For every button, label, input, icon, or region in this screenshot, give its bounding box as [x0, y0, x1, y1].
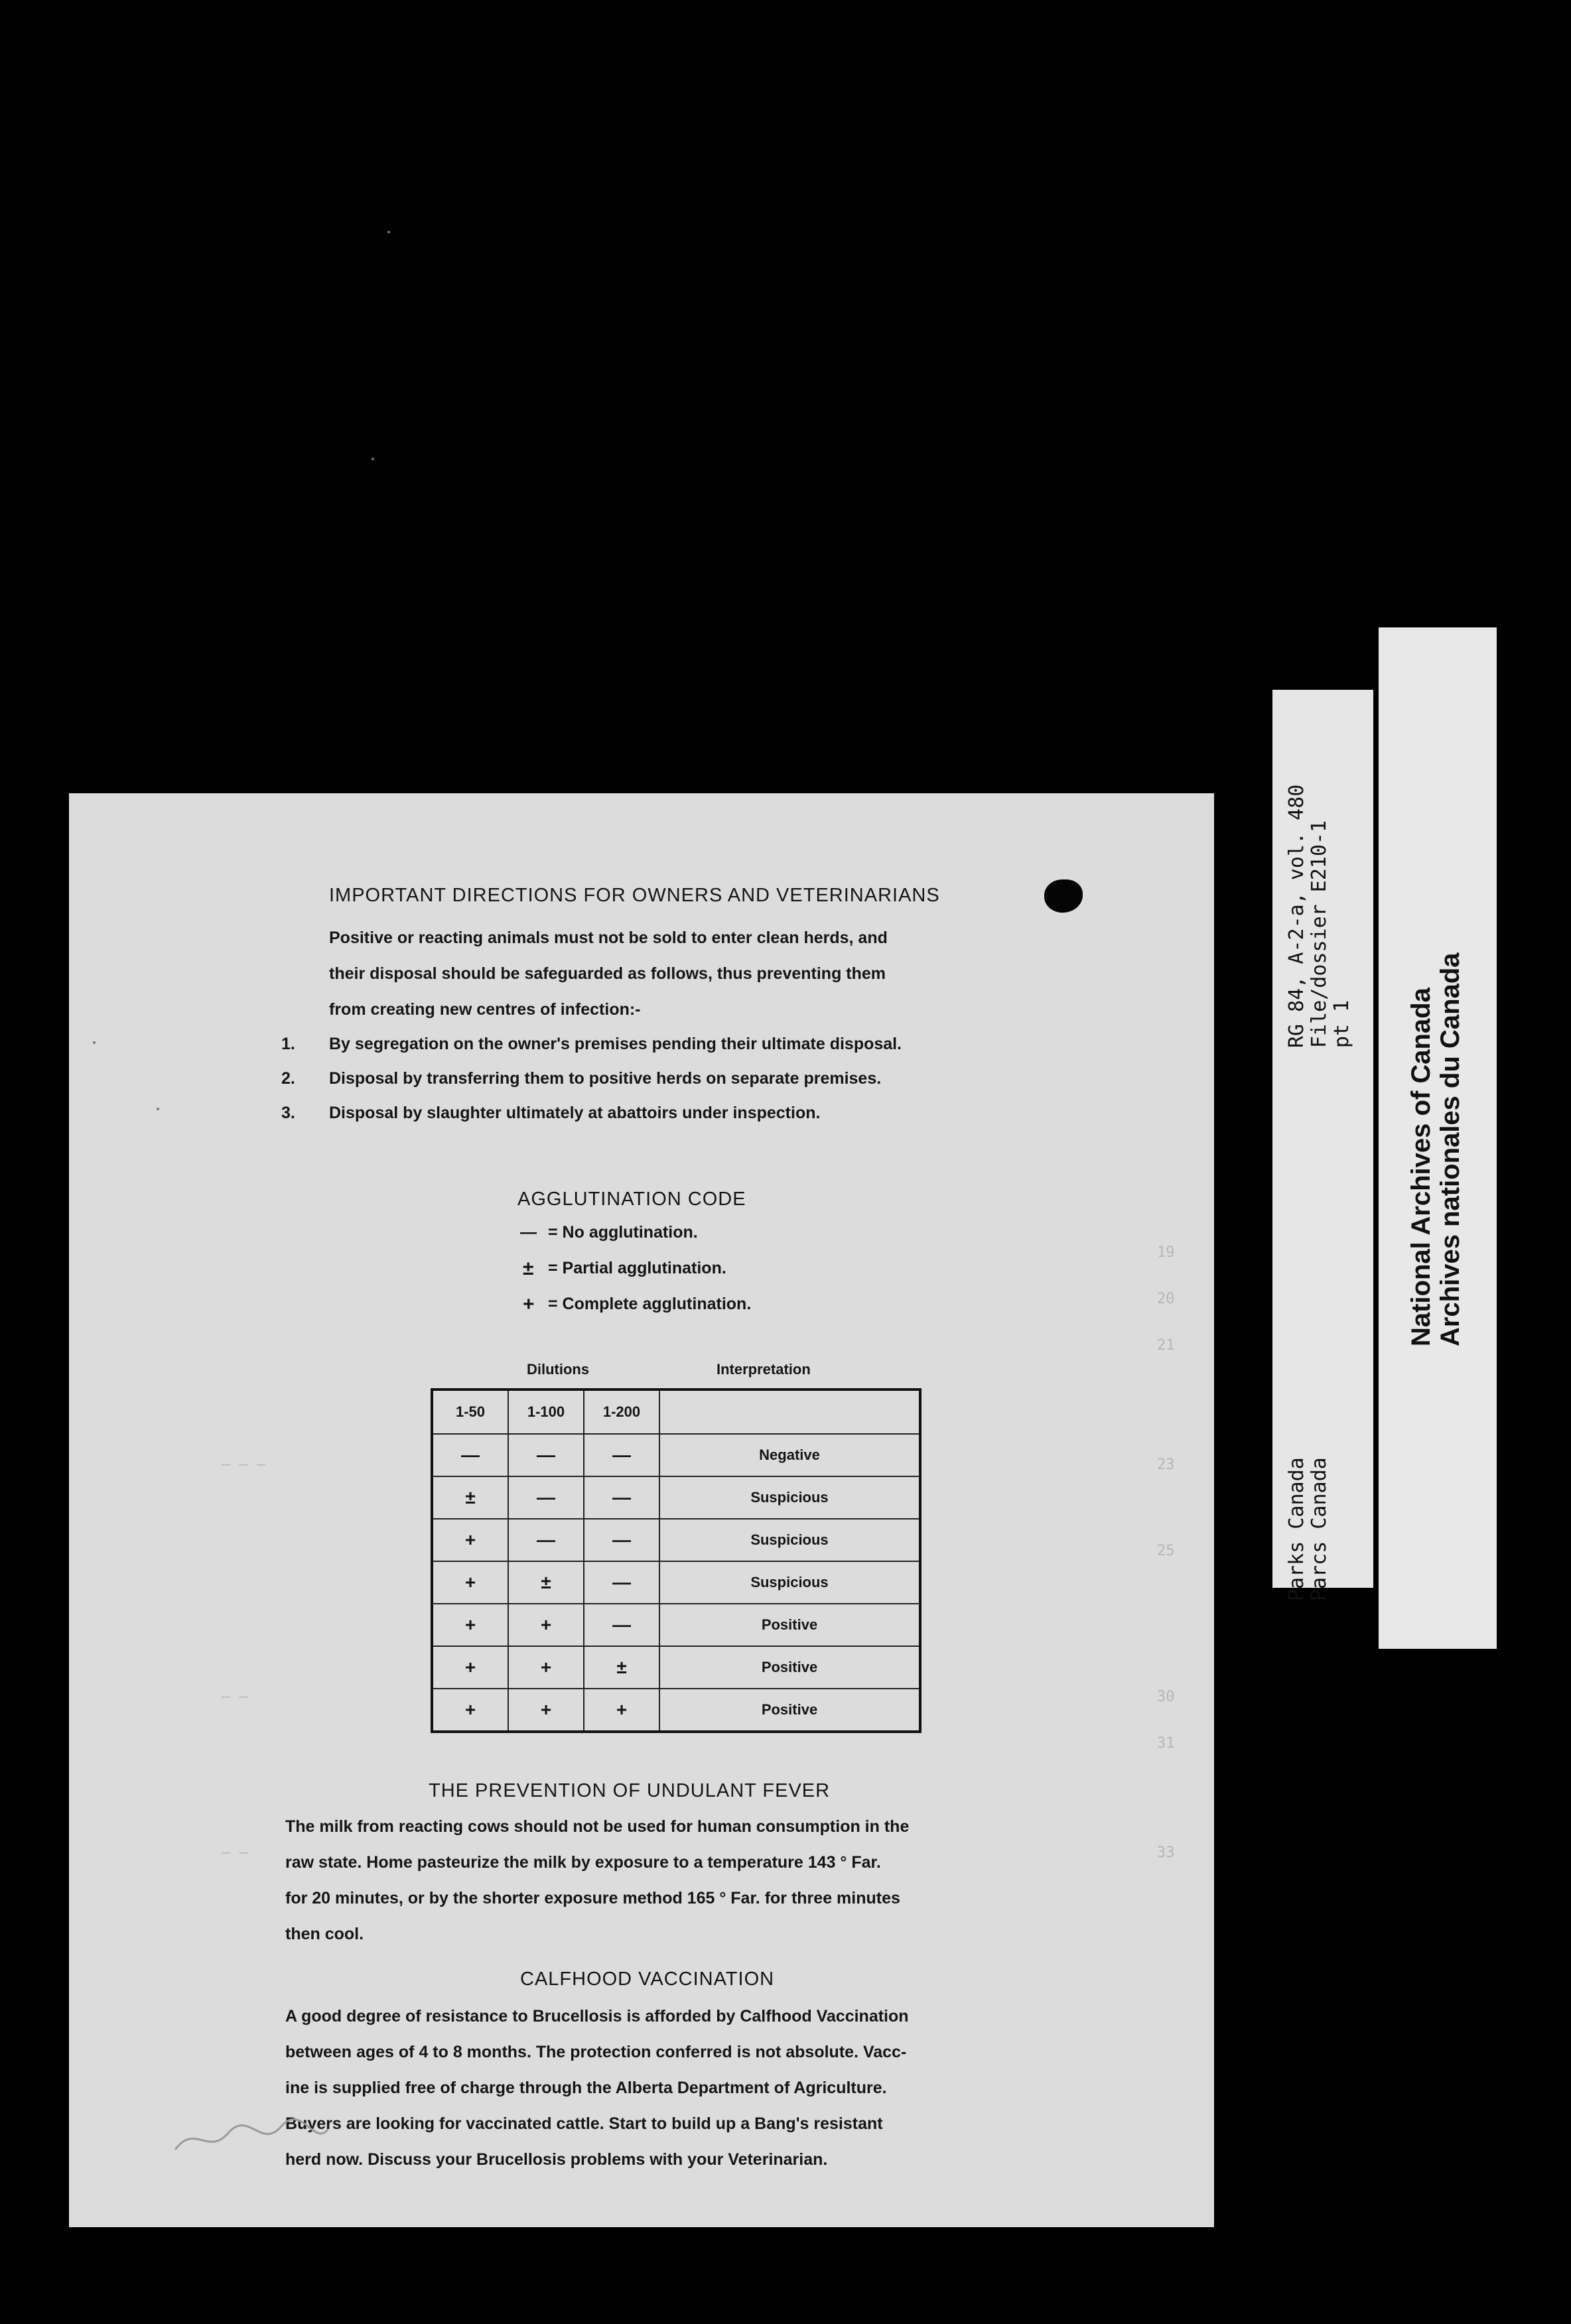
table-cell: Positive	[659, 1689, 920, 1732]
direction-text-3: Disposal by slaughter ultimately at abattoirs under inspection.	[329, 1104, 821, 1122]
table-row	[432, 1476, 920, 1519]
undulant-line-3: for 20 minutes, or by the shorter exposure method 165 ° Far. for three minutes	[285, 1889, 900, 1907]
table-row	[432, 1561, 920, 1604]
table-cell: ±	[432, 1476, 508, 1519]
code-symbol-2: ±	[523, 1258, 534, 1279]
archive-agency-line-2: Parcs Canada	[1308, 1457, 1331, 1601]
undulant-line-2: raw state. Home pasteurize the milk by exposure to a temperature 143 ° Far.	[285, 1853, 881, 1872]
dust-speck	[387, 231, 390, 233]
table-cell: ±	[584, 1646, 659, 1689]
calfhood-line-5: herd now. Discuss your Brucellosis problems with your Veterinarian.	[285, 2150, 828, 2169]
column-header: 1-50	[432, 1389, 508, 1434]
table-cell: +	[432, 1519, 508, 1561]
table-cell: Suspicious	[659, 1476, 920, 1519]
dilution-table	[431, 1388, 922, 1733]
table-row	[432, 1689, 920, 1732]
table-cell: +	[432, 1646, 508, 1689]
calfhood-line-1: A good degree of resistance to Brucellosis is afforded by Calfhood Vaccination	[285, 2007, 909, 2026]
direction-text-1: By segregation on the owner's premises pending their ultimate disposal.	[329, 1035, 902, 1053]
table-cell: +	[432, 1561, 508, 1604]
document-page: — — — — — — — 19 20 21 23 25 30 31 33 IMPORTANT DIRECTIONS FOR OWNERS AND VETERINARIANS Positive or reacting animals must not be sold to enter clean herds, and their disposal should be safeguarded as follows, thus preventing them from creating new centres of infection:- 1. By segregation on the owner's premises pending their ultimate disposal. 2. Disposal by transferring them to positive herds on separate premises. 3. Disposal by slaughter ultimately at abattoirs under inspection. AGGLUTINATION CODE — = No agglutination. ± = Partial agglutination. + = Complete agglutination. Dilutions Interpretation 1-50 1-100 1-200 — — — Negative ± — — Suspicious + — — Suspicious + ± — Suspicious + + — Positive + + ± Positive + + + Positive THE PREVENTION OF UNDULANT FEVER The milk from reacting cows should not be used for human consumption in the raw state. Home pasteurize the milk by exposure to a temperature 143 ° Far. for 20 minutes, or by the shorter exposure method 165 ° Far. for three minutes then cool. CALFHOOD VACCINATION A good degree of resistance to Brucellosis is afforded by Calfhood Vaccination between ages of 4 to 8 months. The protection conferred is not absolute. Vacc- ine is supplied free of charge through the Alberta Department of Agriculture. Buyers are looking for vaccinated cattle. Start to build up a Bang's resistant herd now. Discuss your Brucellosis problems with your Veterinarian.	[69, 793, 1214, 2227]
table-cell: Positive	[659, 1604, 920, 1646]
table-cell: +	[432, 1689, 508, 1732]
national-archives-french: Archives nationales du Canada	[1436, 952, 1465, 1346]
table-cell: +	[508, 1604, 584, 1646]
main-heading: IMPORTANT DIRECTIONS FOR OWNERS AND VETERINARIANS	[329, 885, 940, 906]
archive-reference-line-1: RG 84, A-2-a, vol. 480	[1285, 784, 1308, 1048]
code-symbol-1: —	[520, 1223, 537, 1242]
undulant-line-1: The milk from reacting cows should not be used for human consumption in the	[285, 1817, 910, 1836]
table-row	[432, 1646, 920, 1689]
column-header: 1-200	[584, 1389, 659, 1434]
table-cell: —	[584, 1561, 659, 1604]
table-cell: —	[508, 1434, 584, 1476]
dilutions-label: Dilutions	[527, 1361, 590, 1378]
code-text-3: = Complete agglutination.	[548, 1295, 752, 1313]
dust-speck	[157, 1108, 159, 1110]
national-archives-label	[1379, 627, 1497, 1649]
archive-reference-line-3: pt 1	[1330, 1000, 1353, 1048]
ink-blot	[1044, 879, 1083, 913]
archive-reference-label	[1272, 690, 1373, 1601]
undulant-line-4: then cool.	[285, 1925, 364, 1943]
table-cell: Positive	[659, 1646, 920, 1689]
table-row	[432, 1604, 920, 1646]
table-row	[432, 1519, 920, 1561]
table-cell: Negative	[659, 1434, 920, 1476]
calfhood-title: CALFHOOD VACCINATION	[520, 1969, 775, 1990]
table-cell: +	[508, 1646, 584, 1689]
calfhood-line-2: between ages of 4 to 8 months. The protection conferred is not absolute. Vacc-	[285, 2043, 907, 2061]
table-cell: +	[508, 1689, 584, 1732]
table-cell: +	[584, 1689, 659, 1732]
undulant-fever-title: THE PREVENTION OF UNDULANT FEVER	[429, 1780, 831, 1801]
direction-text-2: Disposal by transferring them to positive herds on separate premises.	[329, 1069, 882, 1088]
direction-number-1: 1.	[281, 1035, 295, 1053]
table-cell: —	[584, 1476, 659, 1519]
dust-speck	[93, 1041, 96, 1044]
national-archives-english: National Archives of Canada	[1406, 988, 1436, 1346]
code-text-2: = Partial agglutination.	[548, 1259, 726, 1277]
calfhood-line-4: Buyers are looking for vaccinated cattle. Start to build up a Bang's resistant	[285, 2114, 883, 2133]
signature-mark	[169, 2110, 334, 2163]
table-cell: —	[584, 1519, 659, 1561]
direction-number-3: 3.	[281, 1104, 295, 1122]
table-cell: —	[508, 1519, 584, 1561]
intro-line-3: from creating new centres of infection:-	[329, 1000, 641, 1019]
table-cell: +	[432, 1604, 508, 1646]
archive-reference-line-2: File/dossier E210-1	[1308, 820, 1331, 1048]
code-text-1: = No agglutination.	[548, 1223, 698, 1242]
table-cell: —	[432, 1434, 508, 1476]
table-cell: ±	[508, 1561, 584, 1604]
code-symbol-3: +	[523, 1293, 535, 1315]
table-cell: —	[584, 1434, 659, 1476]
direction-number-2: 2.	[281, 1069, 295, 1088]
table-cell: —	[508, 1476, 584, 1519]
intro-line-2: their disposal should be safeguarded as follows, thus preventing them	[329, 964, 886, 983]
dust-speck	[372, 458, 374, 460]
calfhood-line-3: ine is supplied free of charge through the Alberta Department of Agriculture.	[285, 2079, 887, 2097]
archive-agency-line-1: Parks Canada	[1285, 1457, 1308, 1601]
table-cell: Suspicious	[659, 1519, 920, 1561]
column-header-blank	[659, 1389, 920, 1434]
intro-line-1: Positive or reacting animals must not be sold to enter clean herds, and	[329, 929, 888, 947]
table-cell: Suspicious	[659, 1561, 920, 1604]
table-cell: —	[584, 1604, 659, 1646]
agglutination-title: AGGLUTINATION CODE	[517, 1189, 746, 1210]
table-header-row	[432, 1389, 920, 1434]
table-row	[432, 1434, 920, 1476]
column-header: 1-100	[508, 1389, 584, 1434]
interpretation-label: Interpretation	[717, 1361, 811, 1378]
